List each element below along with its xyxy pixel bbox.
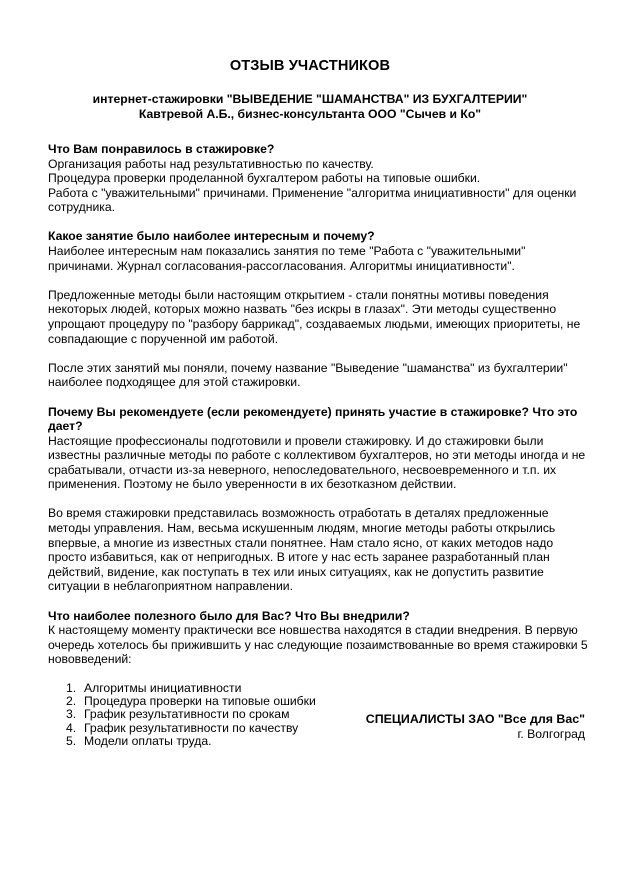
list-item xyxy=(48,682,588,695)
document-title: ОТЗЫВ УЧАСТНИКОВ xyxy=(229,58,391,74)
subtitle-line-2: Кавтревой А.Б., бизнес-консультанта ООО "Сычев и Ко" xyxy=(138,107,482,121)
list-item-number: 5. xyxy=(66,734,77,749)
question-4: Что наиболее полезного было для Вас? Что Вы внедрили? xyxy=(48,608,410,623)
list-item-text: График результативности по качеству xyxy=(84,720,299,735)
answer-3-paragraph-2: Во время стажировки представилась возможность отработать в деталях предложенные методы управления. Нам, весьма искушенным людям, многие методы работы открылись впервые, а многие из известных стали понятнее. Нам стало ясно, от каких методов надо просто избавиться, как от непригодных. В итоге у нас есть заранее разработанный план действий, видение, как поступать в тех или иных ситуациях, как не допустить развитие ситуации в неблагоприятном направлении. xyxy=(48,506,556,594)
answer-1-line-2: Процедура проверки проделанной бухгалтером работы на типовые ошибки. xyxy=(48,171,481,186)
answer-2-paragraph-1: Наиболее интересным нам показались занятия по теме "Работа с "уважительными" причинами. Журнал согласования-рассогласования. Алгоритмы инициативности". xyxy=(48,243,526,273)
answer-4-paragraph-1: К настоящему моменту практически все новшества находятся в стадии внедрения. В первую очередь хотелось бы прижившить у нас следующие позаимствованные во время стажировки 5 нововведений: xyxy=(48,623,588,667)
list-item-number: 3. xyxy=(66,707,77,722)
answer-3-paragraph-1: Настоящие профессионалы подготовили и провели стажировку. И до стажировки были известны различные методы по работе с коллективом бухгалтеров, но эти методы иногда и не срабатывали, отчасти из-за неверного, непоследовательного, несвоевременного и т.п. их применения. Поэтому не было уверенности в их безотказном действии. xyxy=(48,433,586,492)
list-item-text: График результативности по срокам xyxy=(84,707,290,722)
question-2: Какое занятие было наиболее интересным и почему? xyxy=(48,229,375,244)
document-subtitle xyxy=(0,92,620,122)
answer-1-line-1: Организация работы над результативностью по качеству. xyxy=(48,156,374,171)
question-1: Что Вам понравилось в стажировке? xyxy=(48,142,275,156)
subtitle-line-1: интернет-стажировки "ВЫВЕДЕНИЕ "ШАМАНСТВА" ИЗ БУХГАЛТЕРИИ" xyxy=(92,92,528,106)
list-item-number: 4. xyxy=(66,720,77,735)
answer-1-line-3: Работа с "уважительными" причинами. Применение "алгоритма инициативности" для оценки сотрудника. xyxy=(48,185,577,215)
signature-city: г. Волгоград xyxy=(517,727,585,741)
question-3: Почему Вы рекомендуете (если рекомендуете) принять участие в стажировке? Что это дает? xyxy=(48,404,578,433)
list-item-number: 1. xyxy=(66,680,77,695)
answer-2-paragraph-3: После этих занятий мы поняли, почему название "Выведение "шаманства" из бухгалтерии" наиболее подходящее для этой стажировки. xyxy=(48,360,568,390)
list-item-number: 2. xyxy=(66,693,77,708)
list-item xyxy=(48,695,588,708)
list-item-text: Модели оплаты труда. xyxy=(84,734,212,749)
document-body xyxy=(48,142,588,749)
signature-block xyxy=(366,712,585,742)
signature-title: СПЕЦИАЛИСТЫ ЗАО "Все для Вас" xyxy=(365,712,585,726)
list-item-text: Алгоритмы инициативности xyxy=(84,680,242,695)
list-item-text: Процедура проверки на типовые ошибки xyxy=(84,693,316,708)
answer-2-paragraph-2: Предложенные методы были настоящим открытием - стали понятны мотивы поведения некоторых людей, которых можно назвать "без искры в глазах". Эти методы существенно упрощают процедуру по "разбору баррикад", создаваемых людьми, имеющих приоритеты, не совпадающие с порученной им работой. xyxy=(48,287,581,346)
